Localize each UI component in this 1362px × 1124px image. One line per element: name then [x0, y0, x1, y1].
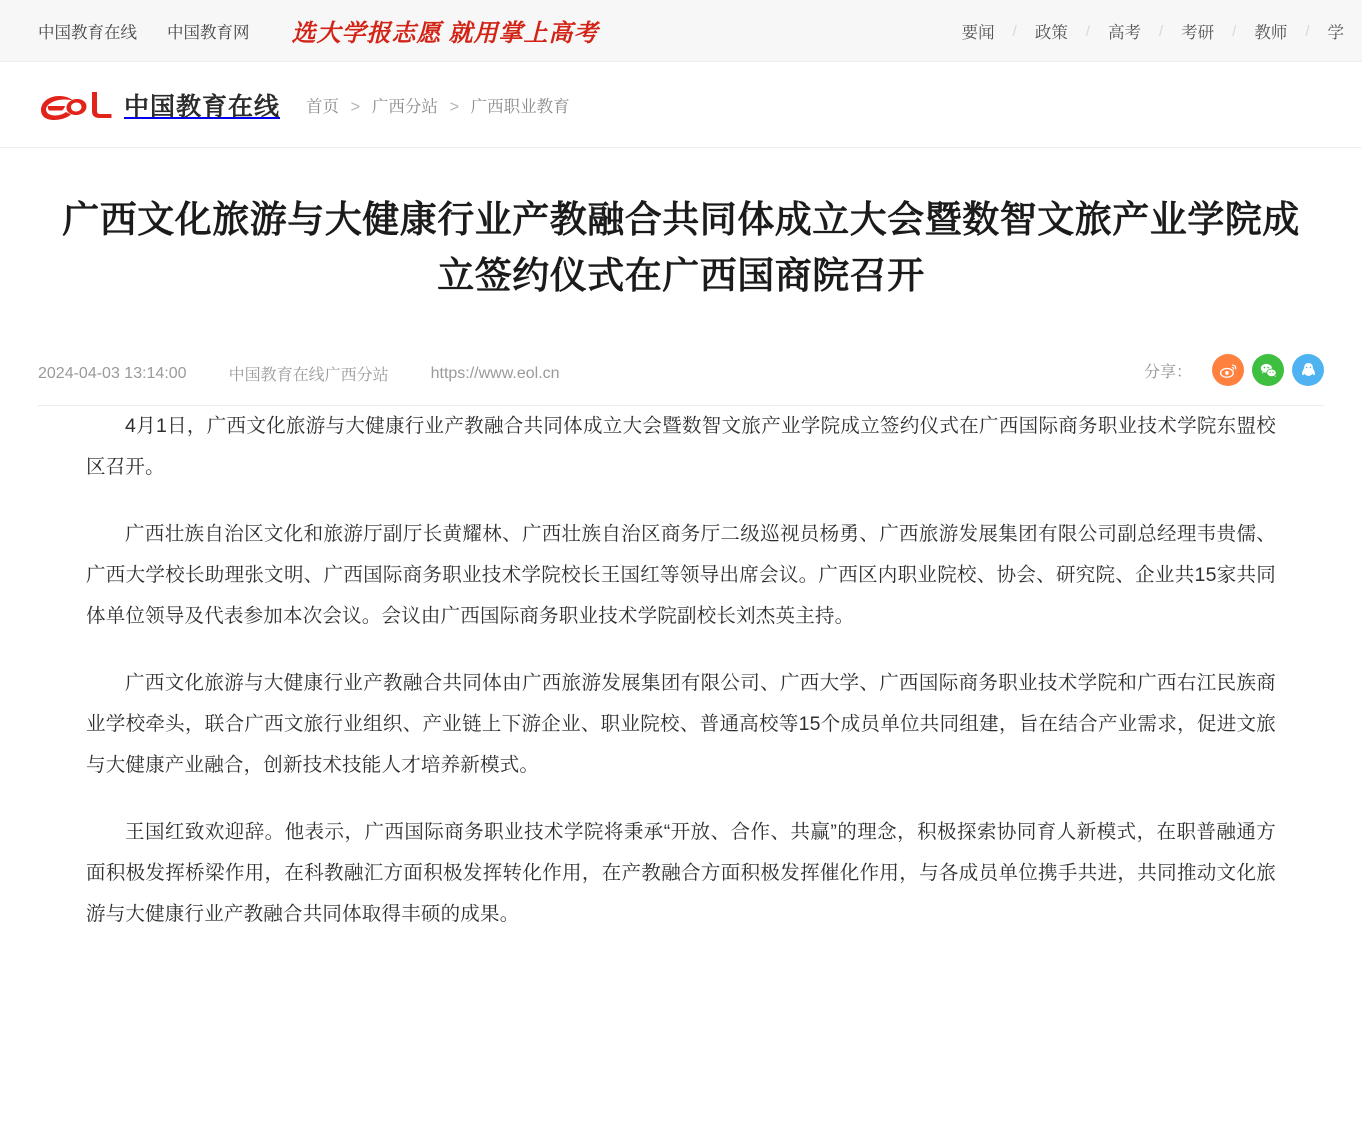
topnav-item-kaoyan[interactable]: 考研 [1181, 24, 1215, 42]
page-title: 广西文化旅游与大健康行业产教融合共同体成立大会暨数智文旅产业学院成立签约仪式在广西国商院召开 [62, 199, 1300, 297]
topnav-item-zhengce[interactable]: 政策 [1034, 24, 1068, 42]
share-bar [1144, 354, 1324, 386]
site-logo-link[interactable] [38, 87, 280, 123]
wechat-icon [1259, 361, 1278, 380]
topnav-separator: / [1232, 22, 1237, 40]
article-paragraph: 广西壮族自治区文化和旅游厅副厅长黄耀林、广西壮族自治区商务厅二级巡视员杨勇、广西旅游发展集团有限公司副总经理韦贵儒、广西大学校长助理张文明、广西国际商务职业技术学院校长王国红等领导出席会议。广西区内职业院校、协会、研究院、企业共15家共同体单位领导及代表参加本次会议。会议由广西国际商务职业技术学院副校长刘杰英主持。 [86, 523, 1276, 628]
breadcrumb-item-guangxi-station[interactable]: 广西分站 [371, 97, 438, 116]
article-timestamp: 2024-04-03 13:14:00 [38, 364, 187, 382]
topnav-separator: / [1305, 22, 1310, 40]
site-header [0, 62, 1362, 148]
share-wechat-button[interactable] [1252, 354, 1284, 386]
article-body [86, 406, 1276, 990]
breadcrumb [306, 93, 570, 117]
article-meta [38, 344, 1324, 406]
topnav-item-xue[interactable]: 学 [1327, 24, 1344, 42]
article-paragraph: 广西文化旅游与大健康行业产教融合共同体由广西旅游发展集团有限公司、广西大学、广西国际商务职业技术学院和广西右江民族商业学校牵头，联合广西文旅行业组织、产业链上下游企业、职业院校、普通高校等15个成员单位共同组建，旨在结合产业需求，促进文旅与大健康产业融合，创新技术技能人才培养新模式。 [86, 672, 1276, 777]
topbar-left-links [38, 13, 599, 48]
eol-logo-icon [38, 88, 114, 122]
topnav-separator: / [1158, 22, 1164, 40]
topbar-nav [944, 0, 1362, 62]
topbar-link-eol-net[interactable]: 中国教育网 [167, 23, 250, 42]
topnav-item-jiaoshi[interactable]: 教师 [1254, 24, 1288, 42]
breadcrumb-separator: > [350, 97, 361, 116]
topnav-separator: / [1012, 22, 1017, 40]
breadcrumb-separator: > [449, 97, 460, 116]
breadcrumb-item-home[interactable]: 首页 [306, 97, 340, 116]
article-paragraph: 王国红致欢迎辞。他表示，广西国际商务职业技术学院将秉承“开放、合作、共赢”的理念，积极探索协同育人新模式，在职普融通方面积极发挥桥梁作用，在科教融汇方面积极发挥转化作用，在产教融合方面积极发挥催化作用，与各成员单位携手共进，共同推动文化旅游与大健康行业产教融合共同体取得丰硕的成果。 [86, 820, 1276, 925]
breadcrumb-item-guangxi-vocational[interactable]: 广西职业教育 [470, 97, 570, 116]
topnav-item-gaokao[interactable]: 高考 [1107, 24, 1141, 42]
site-brand-name: 中国教育在线 [124, 92, 281, 121]
topnav-item-yaowen[interactable]: 要闻 [961, 24, 995, 42]
share-weibo-button[interactable] [1212, 354, 1244, 386]
topnav-separator: / [1085, 22, 1090, 40]
site-topbar [0, 0, 1362, 62]
share-label: 分享： [1143, 363, 1192, 381]
article-paragraph: 4月1日，广西文化旅游与大健康行业产教融合共同体成立大会暨数智文旅产业学院成立签约仪式在广西国际商务职业技术学院东盟校区召开。 [86, 415, 1276, 479]
topbar-slogan: 选大学报志愿 就用掌上高考 [291, 21, 599, 47]
article-source-url[interactable]: https://www.eol.cn [430, 364, 560, 382]
article-container [0, 192, 1362, 991]
article-source: 中国教育在线广西分站 [228, 367, 389, 385]
qq-icon [1299, 361, 1318, 380]
share-qq-button[interactable] [1292, 354, 1324, 386]
weibo-icon [1219, 361, 1238, 380]
topbar-link-eol-online[interactable]: 中国教育在线 [38, 23, 137, 42]
